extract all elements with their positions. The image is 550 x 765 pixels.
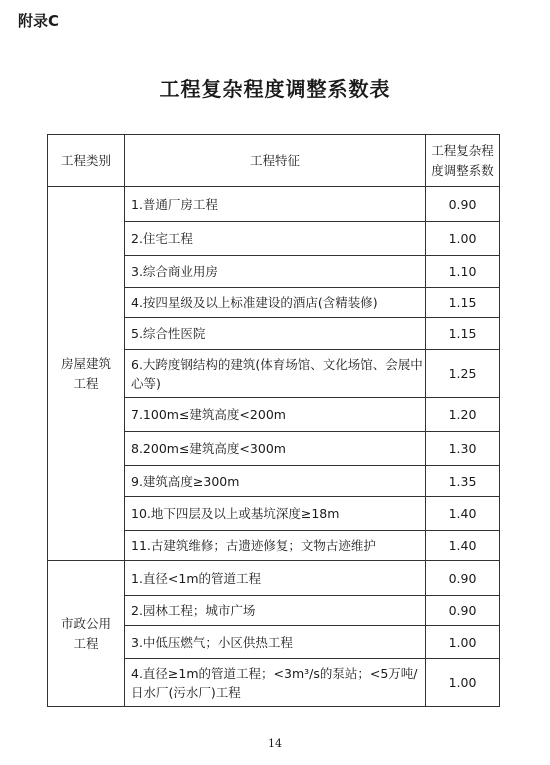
header-coefficient-text: 工程复杂程度调整系数 [431,142,494,178]
coefficient-cell: 1.40 [426,497,500,531]
header-category: 工程类别 [48,135,125,187]
coefficient-cell: 0.90 [426,596,500,626]
feature-cell: 4.直径≥1m的管道工程；<3m³/s的泵站；<5万吨/日水厂(污水厂)工程 [125,659,426,707]
feature-cell: 8.200m≤建筑高度<300m [125,432,426,466]
coefficient-cell: 1.00 [426,222,500,256]
feature-cell: 5.综合性医院 [125,318,426,350]
coefficient-table [47,134,500,707]
feature-cell: 2.园林工程；城市广场 [125,596,426,626]
page-number: 14 [268,737,282,750]
appendix-label: 附录C [18,12,60,30]
coefficient-cell: 1.30 [426,432,500,466]
feature-cell: 7.100m≤建筑高度<200m [125,398,426,432]
coefficient-cell: 1.40 [426,531,500,561]
table-row [48,561,500,596]
header-coefficient [426,135,500,187]
feature-cell: 11.古建筑维修；古遗迹修复；文物古迹维护 [125,531,426,561]
coefficient-cell: 1.15 [426,288,500,318]
coefficient-cell: 1.35 [426,466,500,497]
table-header-row [48,135,500,187]
coefficient-cell: 1.15 [426,318,500,350]
feature-cell: 2.住宅工程 [125,222,426,256]
header-feature: 工程特征 [125,135,426,187]
page-title: 工程复杂程度调整系数表 [159,77,391,101]
feature-cell: 10.地下四层及以上或基坑深度≥18m [125,497,426,531]
coefficient-cell: 0.90 [426,187,500,222]
table-body [48,187,500,707]
coefficient-cell: 1.25 [426,350,500,398]
feature-cell: 9.建筑高度≥300m [125,466,426,497]
feature-cell: 4.按四星级及以上标准建设的酒店(含精装修) [125,288,426,318]
coefficient-cell: 1.00 [426,659,500,707]
category-cell: 市政公用工程 [48,561,125,707]
feature-cell: 3.综合商业用房 [125,256,426,288]
coefficient-cell: 0.90 [426,561,500,596]
feature-cell: 6.大跨度钢结构的建筑(体育场馆、文化场馆、会展中心等) [125,350,426,398]
coefficient-cell: 1.10 [426,256,500,288]
feature-cell: 3.中低压燃气；小区供热工程 [125,626,426,659]
coefficient-cell: 1.20 [426,398,500,432]
category-cell: 房屋建筑工程 [48,187,125,561]
feature-cell: 1.普通厂房工程 [125,187,426,222]
coefficient-cell: 1.00 [426,626,500,659]
feature-cell: 1.直径<1m的管道工程 [125,561,426,596]
table-row [48,187,500,222]
